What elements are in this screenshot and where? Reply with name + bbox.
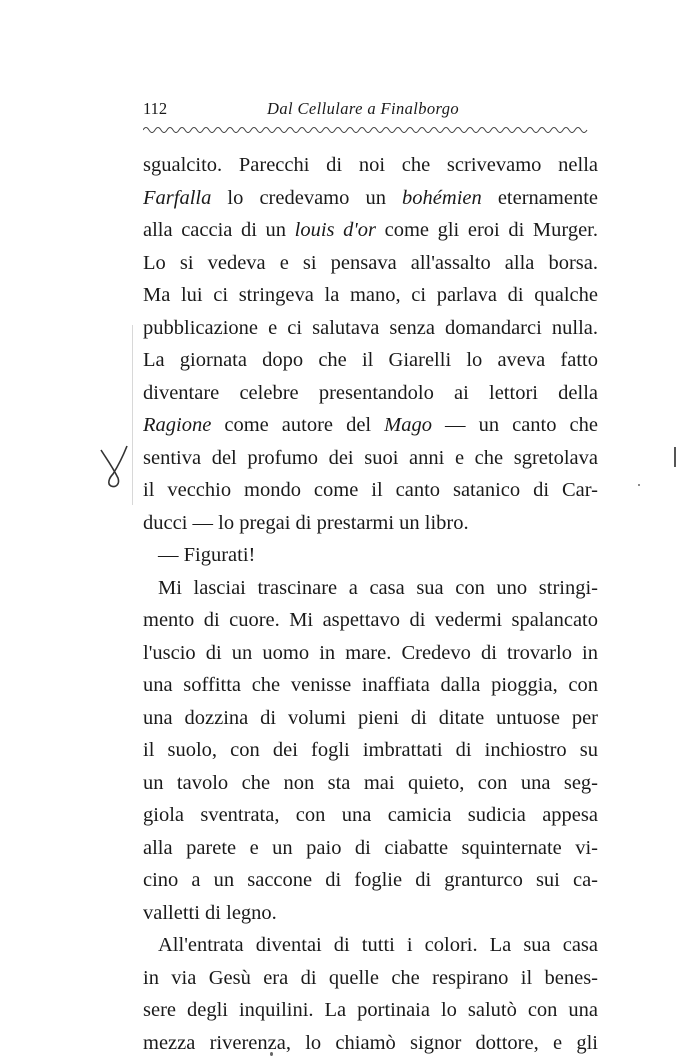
text-line: una dozzina di volumi pieni di ditate untuose per xyxy=(143,706,598,729)
page-edge-mark xyxy=(674,447,676,467)
text-line: alla caccia di un louis d'or come gli eroi di Murger. xyxy=(143,219,598,241)
text-line: sere degli inquilini. La portinaia lo salutò con una xyxy=(143,999,598,1021)
running-title: Dal Cellulare a Finalborgo xyxy=(267,99,460,118)
text-line: in via Gesù era di quelle che respirano il benes- xyxy=(143,966,598,989)
text-line: alla parete e un paio di ciabatte squinternate vi- xyxy=(143,836,598,859)
text-line: mezza riverenza, lo chiamò signor dottore, e gli xyxy=(143,1031,598,1054)
text-line: il suolo, con dei fogli imbrattati di inchiostro su xyxy=(143,739,598,761)
text-line: Mi lasciai trascinare a casa sua con uno stringi- xyxy=(158,576,598,599)
text-line: — Figurati! xyxy=(158,544,256,566)
text-line: valletti di legno. xyxy=(143,901,277,924)
text-line: All'entrata diventai di tutti i colori. La sua casa xyxy=(158,934,598,956)
text-line: La giornata dopo che il Giarelli lo aveva fatto xyxy=(143,349,598,371)
text-line: mento di cuore. Mi aspettavo di vedermi spalancato xyxy=(143,609,598,631)
wavy-rule-ornament xyxy=(143,124,598,136)
text-line: il vecchio mondo come il canto satanico di Car- xyxy=(143,479,598,501)
text-line: Ma lui ci stringeva la mano, ci parlava di qualche xyxy=(143,284,598,306)
text-line: cino a un saccone di foglie di granturco sui ca- xyxy=(143,869,598,891)
text-line: Farfalla lo credevamo un bohémien eternamente xyxy=(143,186,598,209)
text-line: diventare celebre presentandolo ai lettori della xyxy=(143,381,598,404)
text-line: giola sventrata, con una camicia sudicia appesa xyxy=(143,804,598,826)
margin-shadow xyxy=(132,325,133,505)
text-line: pubblicazione e ci salutava senza domandarci nulla. xyxy=(143,316,598,339)
text-line: sgualcito. Parecchi di noi che scrivevamo nella xyxy=(143,154,598,176)
ink-speck xyxy=(638,484,640,486)
page-number: 112 xyxy=(143,99,168,118)
text-line: una soffitta che venisse inaffiata dalla pioggia, con xyxy=(143,674,598,696)
body-text xyxy=(143,149,598,1059)
text-line: Lo si vedeva e si pensava all'assalto alla borsa. xyxy=(143,251,598,274)
text-line: Ragione come autore del Mago — un canto che xyxy=(143,414,598,436)
page-header xyxy=(143,99,598,125)
text-line: l'uscio di un uomo in mare. Credevo di trovarlo in xyxy=(143,641,598,664)
text-line: sentiva del profumo dei suoi anni e che sgretolava xyxy=(143,446,598,469)
text-line: ducci — lo pregai di prestarmi un libro. xyxy=(143,511,469,534)
text-line: un tavolo che non sta mai quieto, con una seg- xyxy=(143,771,598,794)
handwritten-margin-mark xyxy=(98,444,130,490)
